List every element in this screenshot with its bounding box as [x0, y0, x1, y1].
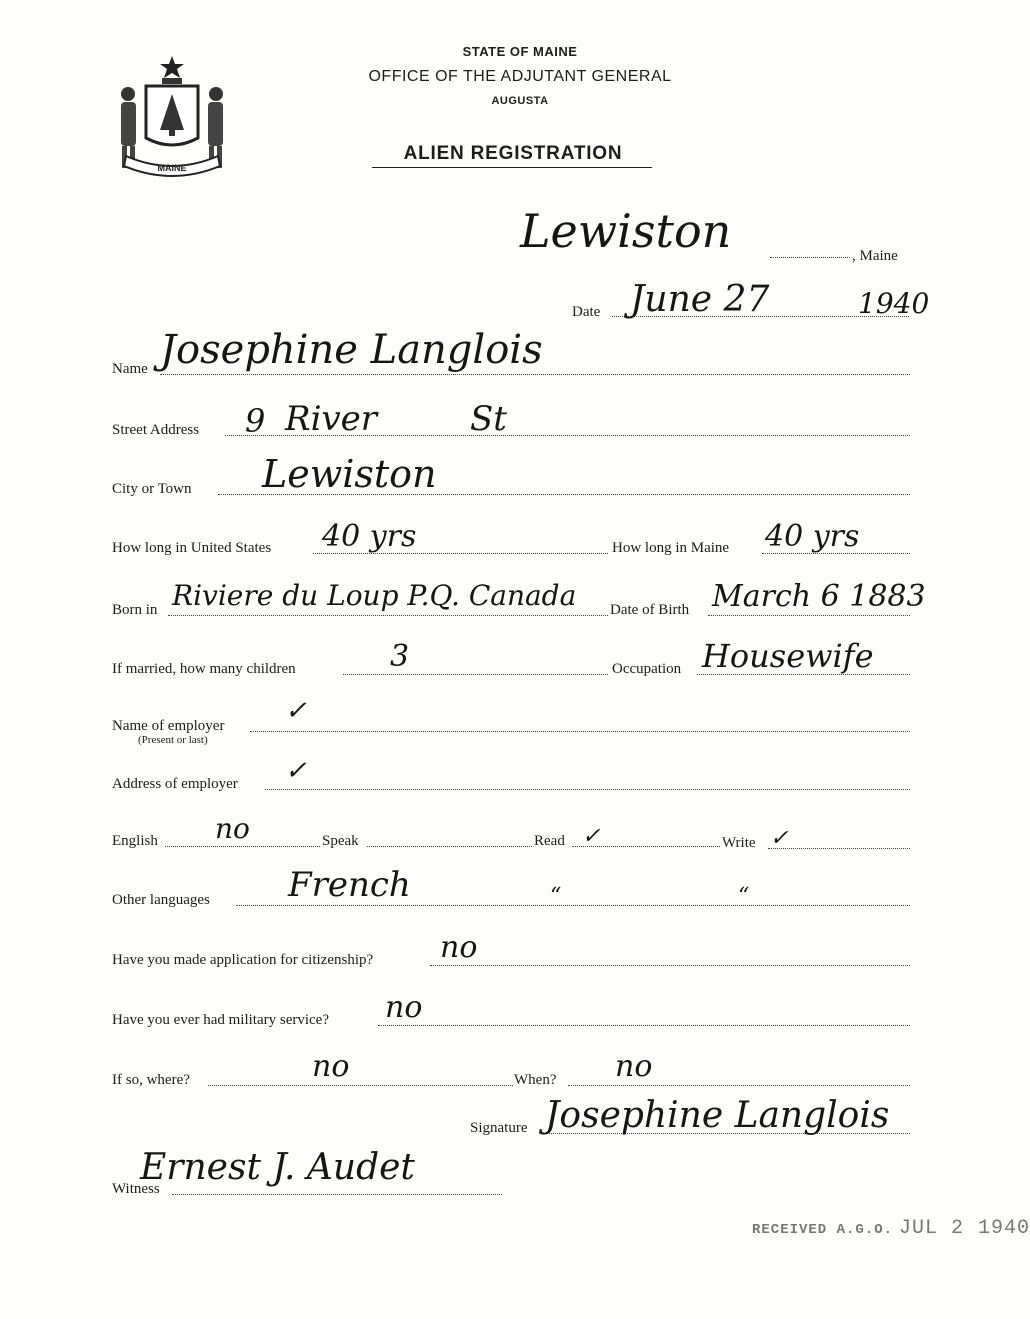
header-office: OFFICE OF THE ADJUTANT GENERAL [368, 68, 672, 85]
write-label: Write [722, 835, 756, 851]
header-city: AUGUSTA [491, 95, 549, 107]
read-label: Read [534, 833, 565, 849]
date-entry: June 27 [630, 279, 770, 320]
children-line [343, 674, 608, 675]
signature-entry: Josephine Langlois [545, 1095, 890, 1136]
citizenship-label: Have you made application for citizenship? [112, 952, 374, 968]
speak-label: Speak [322, 833, 359, 849]
maine-state-seal [112, 52, 232, 182]
dob-line [708, 615, 910, 616]
employer-label: Name of employer [112, 718, 225, 734]
ditto-mark-2: “ [738, 884, 750, 909]
write-line [768, 848, 910, 849]
city-label: City or Town [112, 481, 192, 497]
ditto-mark-1: “ [550, 884, 562, 909]
employer-address-entry: ✓ [285, 756, 307, 786]
write-entry: ✓ [770, 826, 789, 851]
years-us-label: How long in United States [112, 540, 272, 556]
street-suffix-entry: St [470, 399, 507, 439]
citizenship-entry: no [440, 930, 478, 965]
received-stamp-year: 1940 [978, 1217, 1030, 1240]
year-entry: 1940 [858, 287, 930, 320]
military-label: Have you ever had military service? [112, 1012, 329, 1028]
header-state: STATE OF MAINE [462, 44, 578, 59]
where-line [208, 1085, 513, 1086]
children-entry: 3 [390, 639, 410, 674]
english-entry: no [215, 812, 250, 845]
when-entry: no [615, 1049, 653, 1084]
street-number-entry: 9 [245, 402, 266, 440]
read-entry: ✓ [582, 824, 601, 849]
name-entry: Josephine Langlois [160, 327, 543, 373]
seal-banner-text: MAINE [157, 163, 187, 173]
dob-entry: March 6 1883 [712, 579, 926, 614]
maine-label: , Maine [852, 248, 898, 264]
english-line [165, 846, 320, 847]
received-stamp-date: JUL 2 [899, 1217, 965, 1240]
title-underline [372, 167, 652, 168]
when-label: When? [514, 1072, 557, 1088]
employer-line [250, 731, 910, 732]
employer-address-label: Address of employer [112, 776, 238, 792]
citizenship-line [430, 965, 910, 966]
signature-label: Signature [470, 1120, 528, 1136]
name-line [160, 374, 910, 375]
occupation-entry: Housewife [702, 637, 874, 675]
occupation-label: Occupation [612, 661, 682, 677]
employer-sublabel: (Present or last) [138, 734, 208, 746]
town-line [770, 257, 850, 258]
received-stamp-label: RECEIVED A.G.O. [752, 1222, 894, 1238]
street-name-entry: River [285, 399, 378, 439]
received-stamp [752, 1217, 1030, 1240]
town-entry: Lewiston [520, 204, 732, 258]
born-label: Born in [112, 602, 158, 618]
years-us-entry: 40 yrs [322, 519, 417, 554]
where-label: If so, where? [112, 1072, 190, 1088]
employer-address-line [265, 789, 910, 790]
other-languages-line [236, 905, 910, 906]
where-entry: no [312, 1049, 350, 1084]
witness-entry: Ernest J. Audet [140, 1147, 415, 1188]
speak-line [367, 846, 532, 847]
children-label: If married, how many children [112, 661, 296, 677]
military-entry: no [385, 990, 423, 1025]
birthplace-entry: Riviere du Loup P.Q. Canada [172, 579, 577, 612]
military-line [378, 1025, 910, 1026]
city-entry: Lewiston [262, 452, 437, 496]
form-title: ALIEN REGISTRATION [403, 143, 623, 164]
born-line [168, 615, 608, 616]
english-label: English [112, 833, 158, 849]
witness-line [172, 1194, 502, 1195]
employer-entry: ✓ [285, 696, 307, 726]
years-maine-label: How long in Maine [612, 540, 730, 556]
when-line [568, 1085, 910, 1086]
dob-label: Date of Birth [610, 602, 690, 618]
date-label: Date [572, 304, 601, 320]
other-languages-entry: French [288, 865, 411, 905]
years-maine-entry: 40 yrs [765, 519, 860, 554]
other-languages-label: Other languages [112, 892, 210, 908]
name-label: Name [112, 361, 148, 377]
witness-label: Witness [112, 1181, 160, 1197]
street-label: Street Address [112, 422, 200, 438]
